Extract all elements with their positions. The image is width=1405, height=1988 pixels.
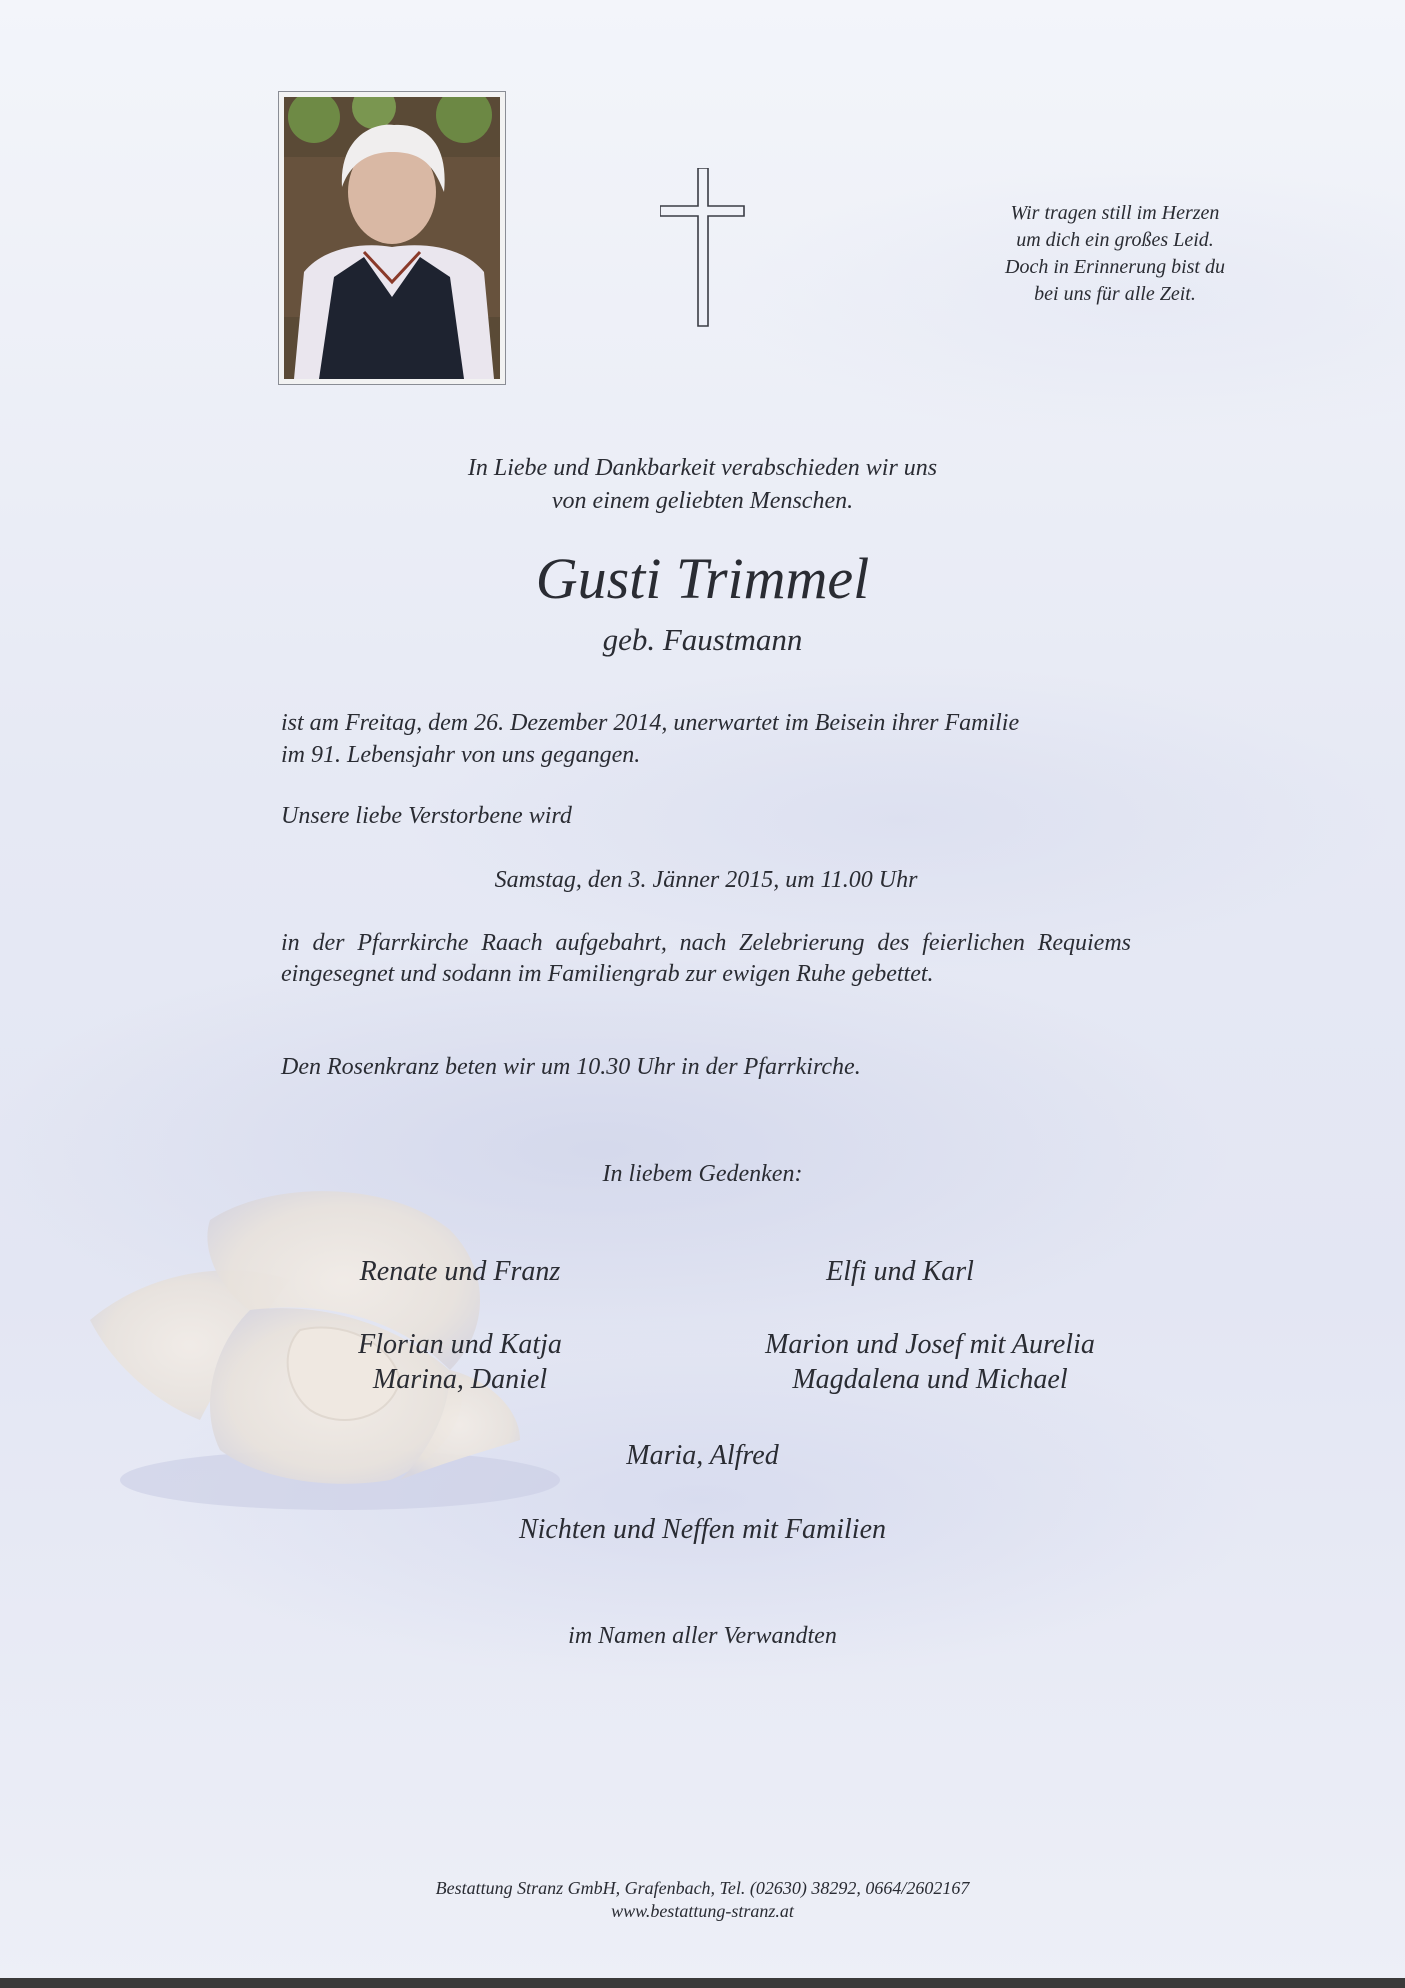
latin-cross-icon xyxy=(660,168,746,328)
family-entry: Maria, Alfred xyxy=(626,1440,779,1471)
maiden-name: geb. Faustmann xyxy=(602,622,803,657)
poem-line: um dich ein großes Leid. xyxy=(1016,229,1214,251)
closing-text: im Namen aller Verwandten xyxy=(568,1623,837,1649)
memorial-poem xyxy=(930,200,1300,308)
announcement-line: ist am Freitag, dem 26. Dezember 2014, unerwartet im Beisein ihrer Familie xyxy=(281,710,1020,736)
death-announcement xyxy=(281,707,1131,771)
family-entry xyxy=(260,1327,660,1397)
family-entry: Renate und Franz xyxy=(359,1256,561,1287)
poem-line: Doch in Erinnerung bist du xyxy=(1005,256,1225,278)
portrait-photo xyxy=(284,97,500,379)
family-entry xyxy=(700,1327,1160,1397)
deceased-name: Gusti Trimmel xyxy=(535,546,870,611)
family-line: Magdalena und Michael xyxy=(792,1364,1068,1395)
funeral-intro: Unsere liebe Verstorbene wird xyxy=(281,803,572,829)
memory-heading: In liebem Gedenken: xyxy=(602,1161,803,1187)
funeral-date: Samstag, den 3. Jänner 2015, um 11.00 Uhr xyxy=(494,867,918,893)
poem-line: bei uns für alle Zeit. xyxy=(1034,283,1196,305)
funeral-home-website: www.bestattung-stranz.at xyxy=(611,1901,794,1921)
funeral-details: in der Pfarrkirche Raach aufgebahrt, nach Zelebrierung des feierlichen Requiems eingesegnet und sodann im Familiengrab zur ewigen Ruhe gebettet. xyxy=(281,930,1131,987)
family-line: Marion und Josef mit Aurelia xyxy=(765,1329,1095,1360)
intro-line: von einem geliebten Menschen. xyxy=(551,488,854,514)
poem-line: Wir tragen still im Herzen xyxy=(1010,202,1220,224)
rosary-info: Den Rosenkranz beten wir um 10.30 Uhr in der Pfarrkirche. xyxy=(281,1054,861,1080)
scan-edge xyxy=(0,1978,1405,1988)
family-line: Marina, Daniel xyxy=(372,1364,548,1395)
portrait-illustration xyxy=(284,97,500,379)
intro-line: In Liebe und Dankbarkeit verabschieden wir uns xyxy=(467,455,938,481)
family-entry: Elfi und Karl xyxy=(826,1256,974,1287)
portrait-photo-frame xyxy=(278,91,506,385)
announcement-line: im 91. Lebensjahr von uns gegangen. xyxy=(281,742,641,768)
funeral-home-contact: Bestattung Stranz GmbH, Grafenbach, Tel. (02630) 38292, 0664/2602167 xyxy=(435,1878,970,1898)
family-line: Florian und Katja xyxy=(358,1329,562,1360)
family-entry: Nichten und Neffen mit Familien xyxy=(518,1514,887,1545)
intro-text xyxy=(300,452,1105,518)
